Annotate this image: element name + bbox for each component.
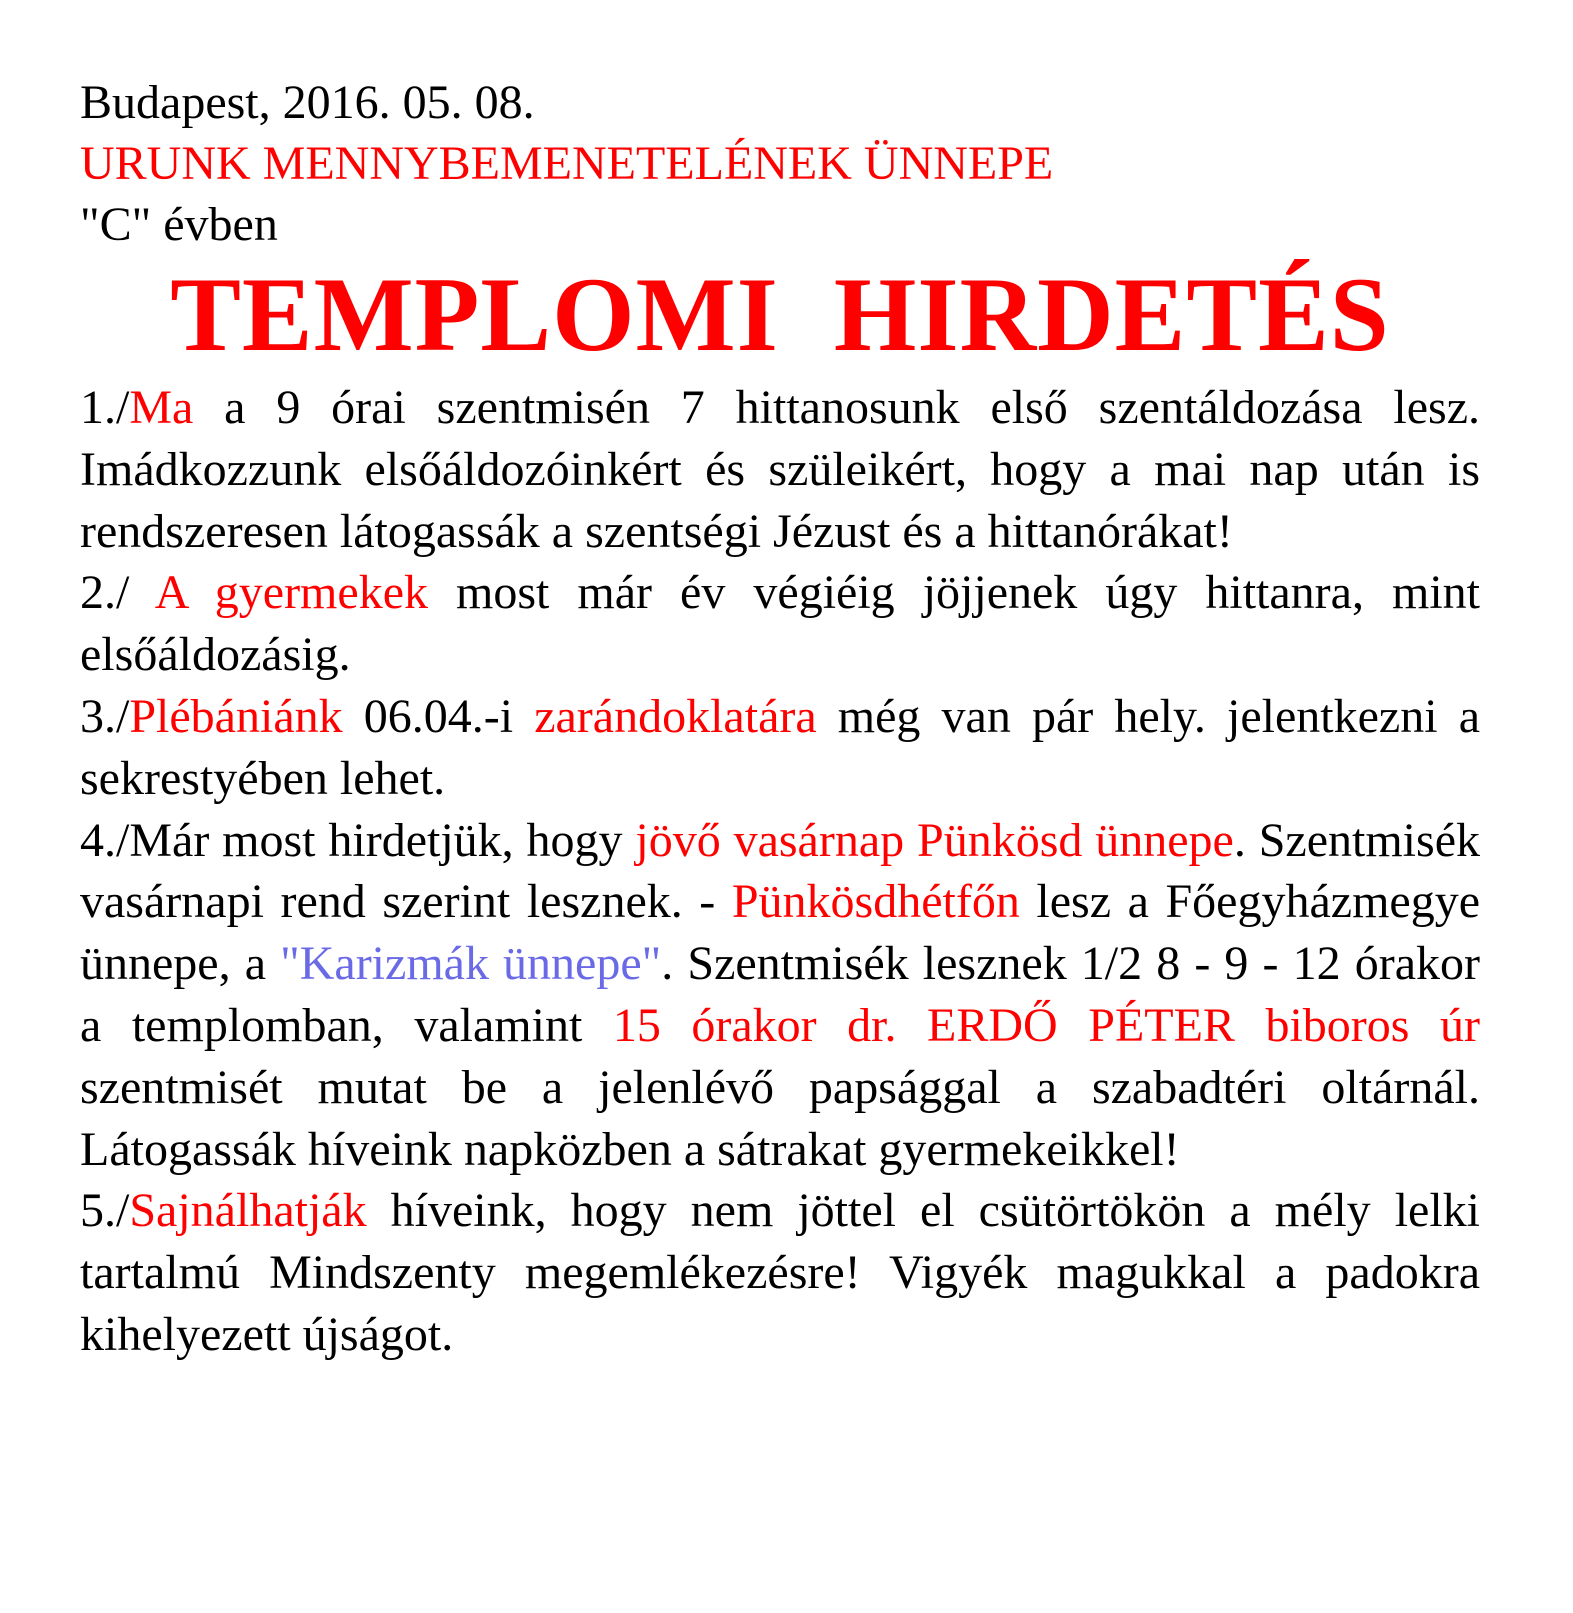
announcement-highlight: Plébániánk <box>129 689 343 743</box>
announcement-4 <box>80 810 1480 1181</box>
feast-name: URUNK MENNYBEMENETELÉNEK ÜNNEPE <box>80 137 1054 190</box>
announcement-blue-highlight: "Karizmák ünnepe" <box>280 937 662 991</box>
document-title: TEMPLOMI HIRDETÉS <box>170 256 1390 373</box>
announcement-document <box>80 72 1480 1366</box>
place-date: Budapest, 2016. 05. 08. <box>80 76 535 129</box>
announcement-3 <box>80 686 1480 810</box>
announcement-segment: híveink, hogy nem jöttel el csütörtökön a mély lelki tartalmú Mindszenty megemlékezésre! Vigyék magukkal a padokra kihelyezett újságot. <box>80 1184 1480 1361</box>
announcement-segment: lesz a Főegyházmegye ünnepe, a <box>80 875 1481 991</box>
announcement-segment: . Szentmisék vasárnapi rend szerint lesznek. - <box>80 813 1480 929</box>
announcement-segment: . Szentmisék lesznek 1/2 8 - 9 - 12 órakor a templomban, valamint <box>80 937 1480 1052</box>
announcement-2 <box>80 562 1480 686</box>
announcement-segment: 2./ <box>80 566 155 620</box>
announcement-5 <box>80 1180 1480 1365</box>
announcement-highlight: A gyermekek <box>154 566 428 620</box>
announcement-highlight: Pünkösdhétfőn <box>731 875 1020 929</box>
announcement-highlight: zarándoklatára <box>534 689 817 743</box>
announcement-highlight: Sajnálhatják <box>129 1184 367 1238</box>
announcement-highlight: jövő vasárnap Pünkösd ünnepe <box>635 813 1234 867</box>
announcement-highlight: Ma <box>129 381 194 434</box>
announcement-segment: most már év végiéig jöjjenek úgy hittanra, mint elsőáldozásig. <box>80 566 1481 682</box>
announcement-segment: 06.04.-i <box>342 689 535 743</box>
announcement-highlight: 15 órakor dr. ERDŐ PÉTER biboros úr <box>612 998 1480 1052</box>
announcement-segment: 5./ <box>80 1184 130 1238</box>
announcement-1 <box>80 377 1480 562</box>
liturgical-year: "C" évben <box>80 198 278 251</box>
announcement-segment: 3./ <box>80 689 130 743</box>
announcement-segment: a 9 órai szentmisén 7 hittanosunk első szentáldozása lesz. Imádkozzunk elsőáldozóinkért és szüleikért, hogy a mai nap után is rendszeresen látogassák a szentségi Jézust és a hittanórákat! <box>80 381 1480 558</box>
announcement-segment: még van pár hely. jelentkezni a sekrestyében lehet. <box>80 689 1480 805</box>
announcement-segment: 4./Már most hirdetjük, hogy <box>80 813 636 867</box>
announcement-segment: szentmisét mutat be a jelenlévő papsággal a szabadtéri oltárnál. Látogassák híveink napközben a sátrakat gyermekeikkel! <box>80 1060 1480 1176</box>
announcement-segment: 1./ <box>80 381 130 434</box>
